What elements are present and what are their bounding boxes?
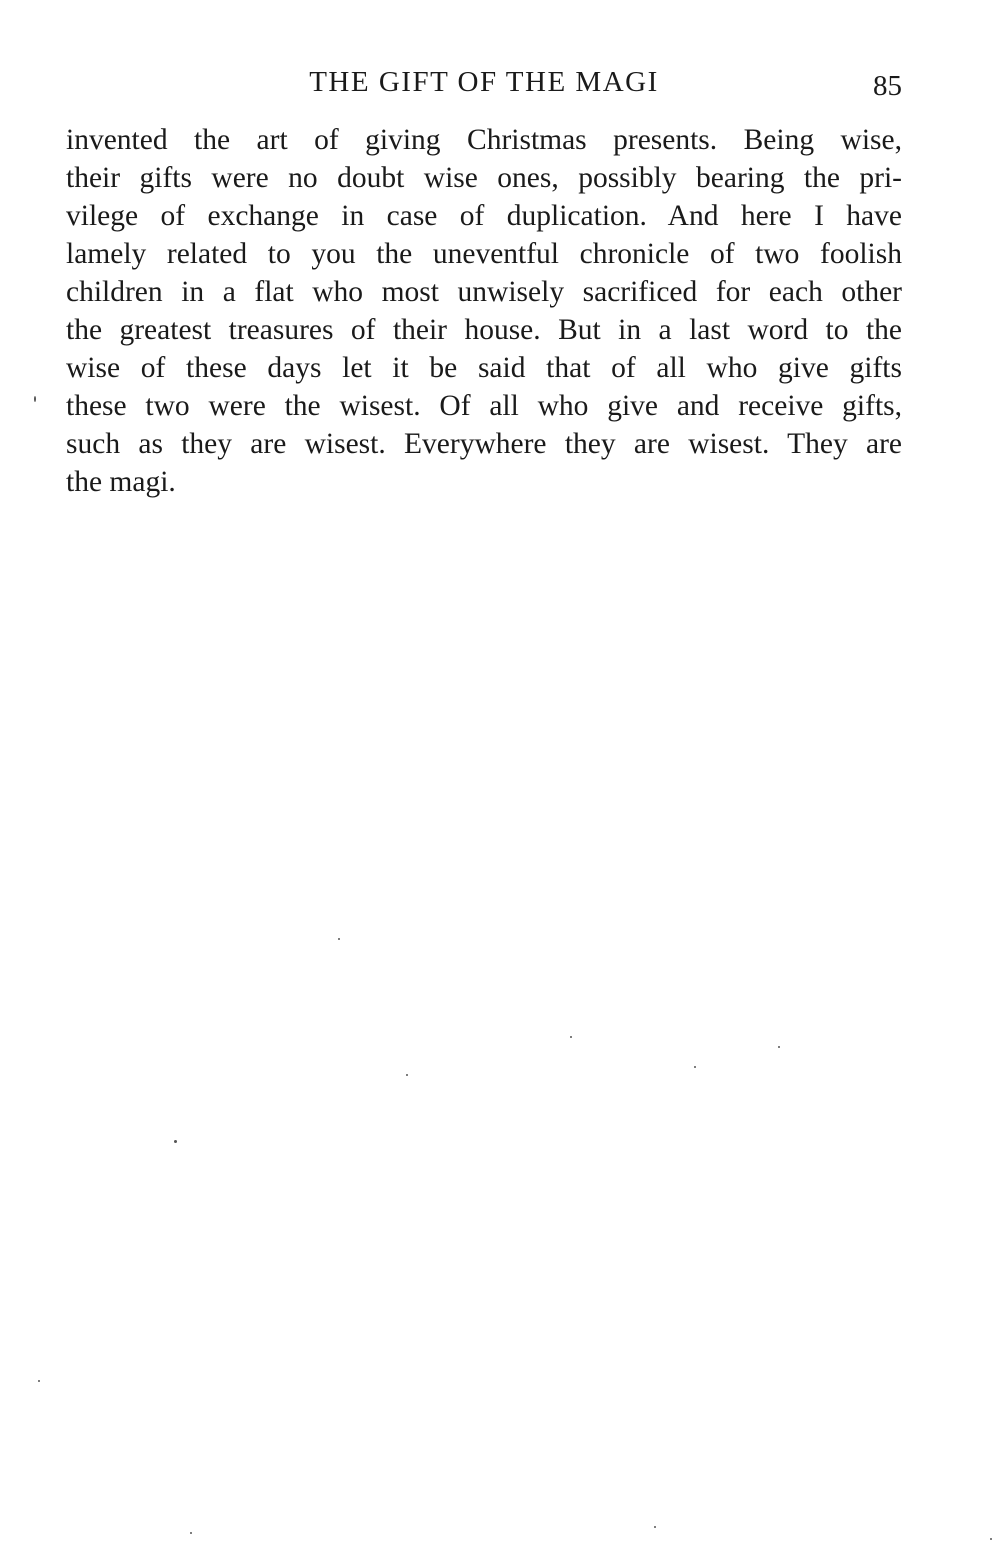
text-line: such as they are wisest. Everywhere they are wisest. They are [66, 428, 902, 460]
scan-speck [338, 938, 340, 940]
running-header [66, 62, 902, 102]
text-line: lamely related to you the uneventful chronicle of two foolish [66, 238, 902, 270]
scan-speck [778, 1046, 780, 1048]
scan-speck [34, 396, 36, 402]
text-line: the magi. [66, 466, 176, 498]
text-line: invented the art of giving Christmas presents. Being wise, [66, 124, 902, 156]
text-line: the greatest treasures of their house. But in a last word to the [66, 314, 902, 346]
scan-speck [38, 1380, 40, 1382]
scan-speck [694, 1066, 696, 1068]
text-line: children in a flat who most unwisely sacrificed for each other [66, 276, 902, 308]
scan-speck [990, 1538, 992, 1540]
scan-speck [654, 1526, 656, 1528]
page-number: 85 [873, 70, 902, 102]
body-paragraph [66, 121, 902, 501]
scan-speck [190, 1532, 192, 1534]
scan-speck [406, 1074, 408, 1076]
text-line: vilege of exchange in case of duplication. And here I have [66, 200, 902, 232]
running-title: THE GIFT OF THE MAGI [309, 66, 659, 98]
scan-speck [570, 1036, 572, 1038]
text-line: their gifts were no doubt wise ones, possibly bearing the pri- [66, 162, 902, 194]
scan-speck [174, 1140, 177, 1143]
text-line: wise of these days let it be said that of all who give gifts [66, 352, 902, 384]
text-line: these two were the wisest. Of all who give and receive gifts, [66, 390, 902, 422]
